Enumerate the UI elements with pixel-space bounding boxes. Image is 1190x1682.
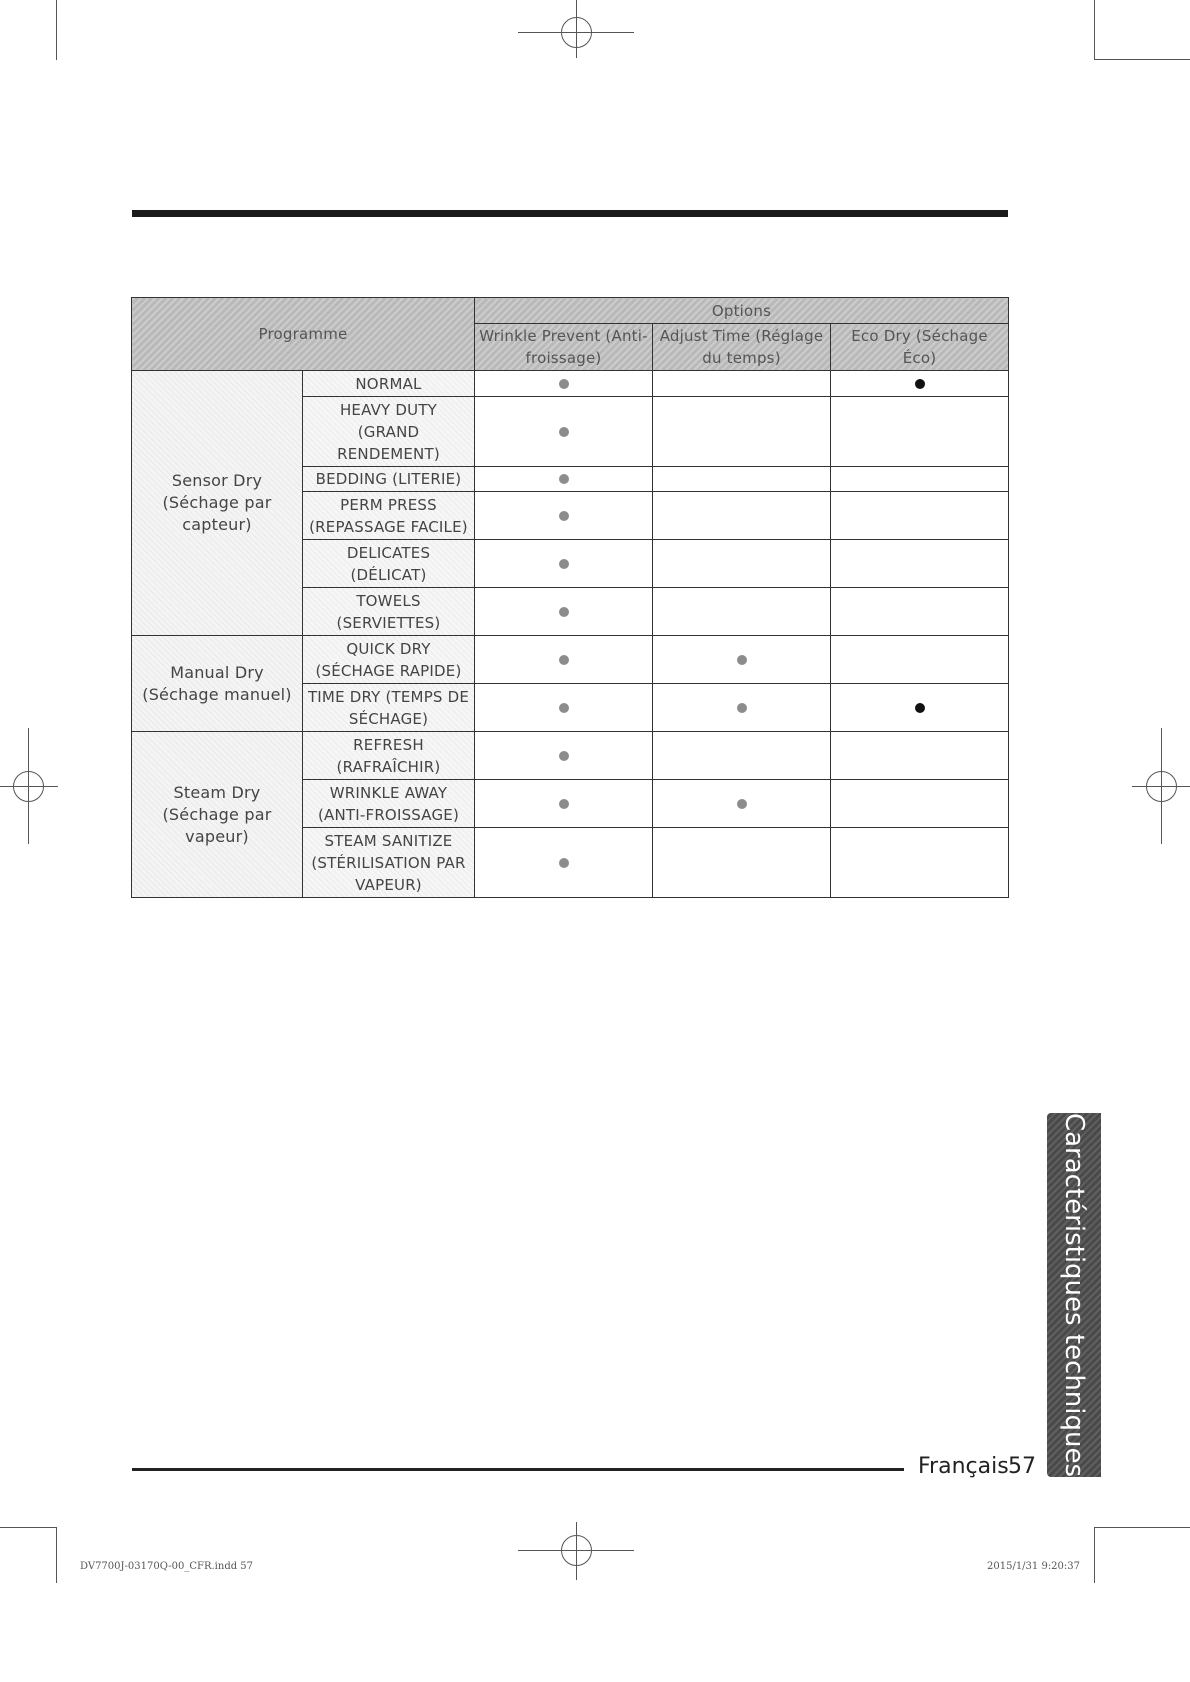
dot-icon xyxy=(559,655,569,665)
options-table xyxy=(131,297,1009,898)
category-cell: Sensor Dry (Séchage par capteur) xyxy=(132,371,303,636)
programme-cell: TIME DRY (TEMPS DE SÉCHAGE) xyxy=(303,684,475,732)
table-row xyxy=(132,732,1009,780)
slug-timestamp: 2015/1/31 9:20:37 xyxy=(987,1561,1081,1572)
programme-cell: DELICATES (DÉLICAT) xyxy=(303,540,475,588)
table-row xyxy=(132,371,1009,397)
option-cell xyxy=(653,371,831,397)
option-cell xyxy=(475,467,653,492)
programme-cell: NORMAL xyxy=(303,371,475,397)
dot-icon xyxy=(559,379,569,389)
programme-cell: STEAM SANITIZE (STÉRILISATION PAR VAPEUR) xyxy=(303,828,475,898)
option-cell xyxy=(475,492,653,540)
programme-cell: REFRESH (RAFRAÎCHIR) xyxy=(303,732,475,780)
programme-cell: PERM PRESS (REPASSAGE FACILE) xyxy=(303,492,475,540)
category-cell: Steam Dry (Séchage par vapeur) xyxy=(132,732,303,898)
table-body xyxy=(132,371,1009,898)
option-cell xyxy=(831,588,1009,636)
dot-icon xyxy=(559,511,569,521)
programme-header: Programme xyxy=(132,298,475,371)
option-cell xyxy=(475,780,653,828)
option-cell xyxy=(475,636,653,684)
option-cell xyxy=(831,828,1009,898)
programme-cell: WRINKLE AWAY (ANTI-FROISSAGE) xyxy=(303,780,475,828)
option-column-header: Adjust Time (Réglage du temps) xyxy=(653,324,831,371)
header-rule xyxy=(132,210,1008,217)
table-header xyxy=(132,298,1009,371)
dot-icon xyxy=(559,799,569,809)
option-cell xyxy=(475,732,653,780)
programme-cell: QUICK DRY (SÉCHAGE RAPIDE) xyxy=(303,636,475,684)
table-row xyxy=(132,636,1009,684)
option-cell xyxy=(653,828,831,898)
dot-icon xyxy=(559,703,569,713)
option-cell xyxy=(831,467,1009,492)
option-cell xyxy=(831,371,1009,397)
programme-cell: HEAVY DUTY (GRAND RENDEMENT) xyxy=(303,397,475,467)
dot-icon xyxy=(559,607,569,617)
option-cell xyxy=(475,397,653,467)
option-cell xyxy=(653,397,831,467)
option-cell xyxy=(653,492,831,540)
dot-icon xyxy=(559,751,569,761)
dot-icon xyxy=(559,474,569,484)
dot-icon xyxy=(559,858,569,868)
option-cell xyxy=(475,828,653,898)
side-tab-label: Caractéristiques techniques xyxy=(1059,1112,1089,1478)
option-cell xyxy=(831,492,1009,540)
option-cell xyxy=(653,780,831,828)
option-cell xyxy=(653,732,831,780)
option-cell xyxy=(475,371,653,397)
filled-dot-icon xyxy=(915,703,925,713)
option-column-header: Eco Dry (Séchage Éco) xyxy=(831,324,1009,371)
option-cell xyxy=(831,684,1009,732)
option-cell xyxy=(475,540,653,588)
dot-icon xyxy=(737,799,747,809)
option-cell xyxy=(475,588,653,636)
dot-icon xyxy=(559,427,569,437)
footer-rule xyxy=(132,1468,904,1471)
footer-language: Français xyxy=(918,1454,1009,1479)
option-cell xyxy=(653,636,831,684)
option-cell xyxy=(653,588,831,636)
option-cell xyxy=(475,684,653,732)
dot-icon xyxy=(737,703,747,713)
section-side-tab xyxy=(1047,1113,1101,1477)
option-cell xyxy=(831,732,1009,780)
slug-filename: DV7700J-03170Q-00_CFR.indd 57 xyxy=(80,1561,254,1572)
programme-cell: TOWELS (SERVIETTES) xyxy=(303,588,475,636)
option-cell xyxy=(653,467,831,492)
dot-icon xyxy=(737,655,747,665)
option-cell xyxy=(831,397,1009,467)
option-cell xyxy=(653,684,831,732)
options-header: Options xyxy=(475,298,1009,324)
filled-dot-icon xyxy=(915,379,925,389)
option-column-header: Wrinkle Prevent (Anti-froissage) xyxy=(475,324,653,371)
option-cell xyxy=(653,540,831,588)
page-number: 57 xyxy=(1008,1454,1036,1479)
option-cell xyxy=(831,540,1009,588)
dot-icon xyxy=(559,559,569,569)
option-cell xyxy=(831,636,1009,684)
programme-cell: BEDDING (LITERIE) xyxy=(303,467,475,492)
category-cell: Manual Dry (Séchage manuel) xyxy=(132,636,303,732)
option-cell xyxy=(831,780,1009,828)
